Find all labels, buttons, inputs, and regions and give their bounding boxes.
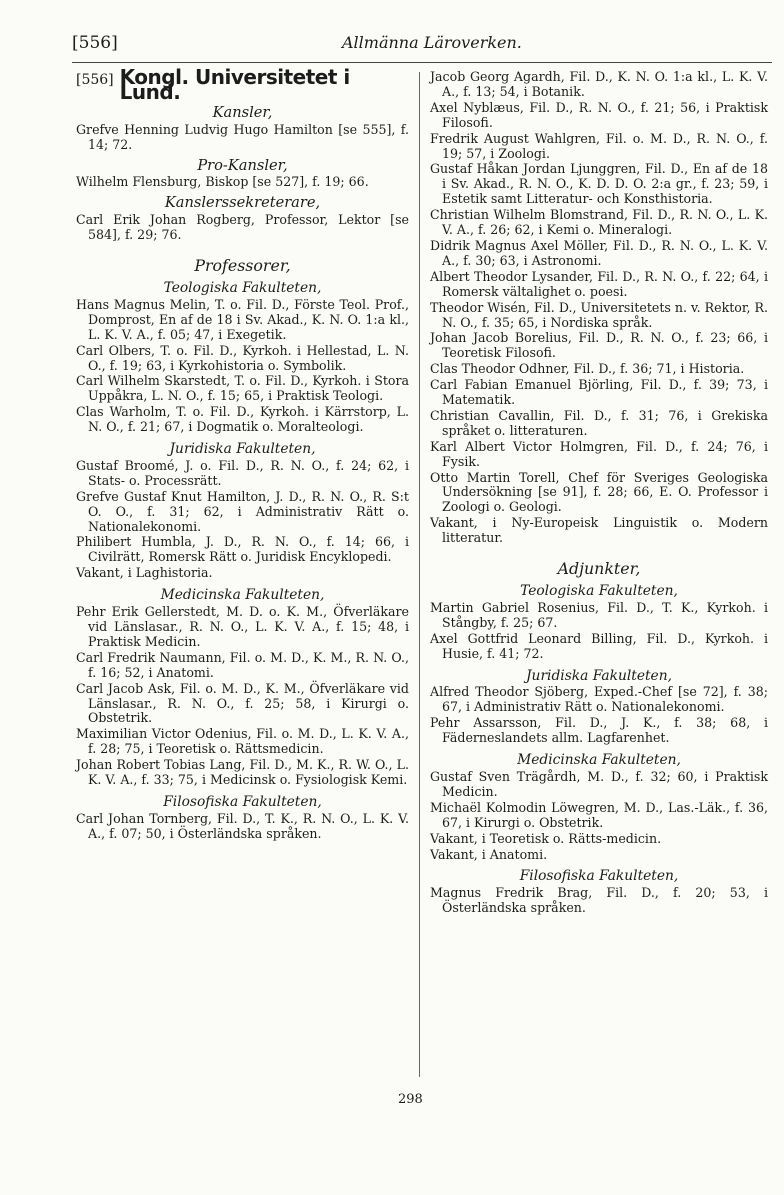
entry: Gustaf Håkan Jordan Ljunggren, Fil. D., En af de 18 i Sv. Akad., R. N. O., K. D. D. O. 2:a gr., f. 23; 59, i Estetik samt Litteratur- och Konsthistoria. xyxy=(430,161,768,207)
entry: Carl Olbers, T. o. Fil. D., Kyrkoh. i Hellestad, L. N. O., f. 19; 63, i Kyrkohistoria o. Symbolik. xyxy=(76,342,409,373)
section-title: Kongl. Universitetet i Lund. xyxy=(119,65,350,104)
entry: Axel Gottfrid Leonard Billing, Fil. D., Kyrkoh. i Husie, f. 41; 72. xyxy=(430,630,768,661)
entry: Magnus Fredrik Brag, Fil. D., f. 20; 53, i Österländska språken. xyxy=(430,885,768,916)
entry: Vakant, i Teoretisk o. Rätts-medicin. xyxy=(430,830,662,846)
entry: Axel Nyblæus, Fil. D., R. N. O., f. 21; 56, i Praktisk Filosofi. xyxy=(430,99,768,130)
entry: Christian Wilhelm Blomstrand, Fil. D., R. N. O., L. K. V. A., f. 26; 62, i Kemi o. Mineralogi. xyxy=(430,207,768,238)
entry: Gustaf Sven Trägårdh, M. D., f. 32; 60, i Praktisk Medicin. xyxy=(430,768,768,799)
entry: Carl Johan Tornberg, Fil. D., T. K., R. N. O., L. K. V. A., f. 07; 50, i Österländska språken. xyxy=(76,810,409,841)
office-heading: Kansler, xyxy=(212,103,273,121)
section-title-row xyxy=(76,65,409,104)
entry: Carl Erik Johan Rogberg, Professor, Lektor [se 584], f. 29; 76. xyxy=(76,212,409,243)
page-header xyxy=(72,33,772,57)
faculty-heading: Teologiska Fakulteten, xyxy=(163,279,322,296)
entry: Grefve Gustaf Knut Hamilton, J. D., R. N. O., R. S:t O. O., f. 31; 62, i Administrativ Rätt o. Nationalekonomi. xyxy=(76,488,409,534)
section-number: [556] xyxy=(76,72,114,88)
entry: Grefve Henning Ludvig Hugo Hamilton [se 555], f. 14; 72. xyxy=(76,121,409,152)
entry: Christian Cavallin, Fil. D., f. 31; 76, i Grekiska språket o. litteraturen. xyxy=(430,407,768,438)
entry: Johan Robert Tobias Lang, Fil. D., M. K., R. W. O., L. K. V. A., f. 33; 75, i Medicinsk o. Fysiologisk Kemi. xyxy=(76,757,409,788)
page-number: 298 xyxy=(398,1092,423,1107)
entry: Jacob Georg Agardh, Fil. D., K. N. O. 1:a kl., L. K. V. A., f. 13; 54, i Botanik. xyxy=(430,69,768,99)
faculty-heading: Filosofiska Fakulteten, xyxy=(519,868,679,885)
entry: Pehr Erik Gellerstedt, M. D. o. K. M., Öfverläkare vid Länslasar., R. N. O., L. K. V. A., f. 15; 48, i Praktisk Medicin. xyxy=(76,604,409,649)
entry: Pehr Assarsson, Fil. D., J. K., f. 38; 68, i Fäderneslandets allm. Lagfarenhet. xyxy=(430,715,768,746)
office-heading: Kanslerssekreterare, xyxy=(164,194,321,212)
page-marker: [556] xyxy=(72,33,118,53)
entry: Gustaf Broomé, J. o. Fil. D., R. N. O., f. 24; 62, i Stats- o. Processrätt. xyxy=(76,457,409,488)
entry: Alfred Theodor Sjöberg, Exped.-Chef [se 72], f. 38; 67, i Administrativ Rätt o. Nationalekonomi. xyxy=(430,684,768,715)
running-title: Allmänna Läroverken. xyxy=(342,33,522,52)
entry: Philibert Humbla, J. D., R. N. O., f. 14; 66, i Civilrätt, Romersk Rätt o. Juridisk Encyklopedi. xyxy=(76,534,409,565)
column-divider xyxy=(419,72,420,1077)
entry: Martin Gabriel Rosenius, Fil. D., T. K., Kyrkoh. i Stångby, f. 25; 67. xyxy=(430,599,768,630)
faculty-heading: Juridiska Fakulteten, xyxy=(526,667,672,684)
entry: Carl Fabian Emanuel Björling, Fil. D., f. 39; 73, i Matematik. xyxy=(430,377,768,408)
header-rule xyxy=(72,62,772,63)
office-heading: Pro-Kansler, xyxy=(197,156,288,174)
faculty-heading: Filosofiska Fakulteten, xyxy=(163,793,322,810)
entry: Albert Theodor Lysander, Fil. D., R. N. O., f. 22; 64, i Romersk vältalighet o. poesi. xyxy=(430,268,768,299)
entry: Wilhelm Flensburg, Biskop [se 527], f. 19; 66. xyxy=(76,174,369,190)
faculty-heading: Medicinska Fakulteten, xyxy=(160,587,325,604)
entry: Carl Wilhelm Skarstedt, T. o. Fil. D., Kyrkoh. i Stora Uppåkra, L. N. O., f. 15; 65, i Praktisk Teologi. xyxy=(76,373,409,404)
entry: Carl Jacob Ask, Fil. o. M. D., K. M., Öfverläkare vid Länslasar., R. N. O., f. 25; 58, i Kirurgi o. Obstetrik. xyxy=(76,680,409,726)
right-column xyxy=(430,70,768,917)
faculty-heading: Teologiska Fakulteten, xyxy=(520,583,678,599)
entry: Michaël Kolmodin Löwegren, M. D., Las.-Läk., f. 36, 67, i Kirurgi o. Obstetrik. xyxy=(430,799,768,830)
entry: Fredrik August Wahlgren, Fil. o. M. D., R. N. O., f. 19; 57, i Zoologi. xyxy=(430,130,768,161)
entry: Hans Magnus Melin, T. o. Fil. D., Förste Teol. Prof., Domprost, En af de 18 i Sv. Akad., K. N. O. 1:a kl., L. K. V. A., f. 05; 47, i Exegetik. xyxy=(76,296,409,342)
entry: Karl Albert Victor Holmgren, Fil. D., f. 24; 76, i Fysik. xyxy=(430,438,768,469)
faculty-heading: Medicinska Fakulteten, xyxy=(517,752,681,769)
entry: Vakant, i Ny-Europeisk Linguistik o. Modern litteratur. xyxy=(430,515,768,546)
entry: Vakant, i Laghistoria. xyxy=(76,565,213,581)
section-heading: Professorer, xyxy=(194,256,291,276)
faculty-heading: Juridiska Fakulteten, xyxy=(169,441,316,458)
left-column xyxy=(76,65,409,843)
entry: Didrik Magnus Axel Möller, Fil. D., R. N. O., L. K. V. A., f. 30; 63, i Astronomi. xyxy=(430,237,768,268)
entry: Clas Warholm, T. o. Fil. D., Kyrkoh. i Kärrstorp, L. N. O., f. 21; 67, i Dogmatik o. Moralteologi. xyxy=(76,404,409,435)
entry: Clas Theodor Odhner, Fil. D., f. 36; 71, i Historia. xyxy=(430,361,745,377)
left-column-body xyxy=(76,103,409,842)
section-heading: Adjunkter, xyxy=(557,559,641,579)
entry: Maximilian Victor Odenius, Fil. o. M. D., L. K. V. A., f. 28; 75, i Teoretisk o. Rättsmedicin. xyxy=(76,726,409,757)
entry: Carl Fredrik Naumann, Fil. o. M. D., K. M., R. N. O., f. 16; 52, i Anatomi. xyxy=(76,649,409,680)
entry: Theodor Wisén, Fil. D., Universitetets n. v. Rektor, R. N. O., f. 35; 65, i Nordiska språk. xyxy=(430,299,768,330)
right-column-body xyxy=(430,70,768,916)
entry: Johan Jacob Borelius, Fil. D., R. N. O., f. 23; 66, i Teoretisk Filosofi. xyxy=(430,330,768,361)
entry: Otto Martin Torell, Chef för Sveriges Geologiska Undersökning [se 91], f. 28; 66, E. O. Professor i Zoologi o. Geologi. xyxy=(430,469,768,515)
entry: Vakant, i Anatomi. xyxy=(430,846,548,862)
